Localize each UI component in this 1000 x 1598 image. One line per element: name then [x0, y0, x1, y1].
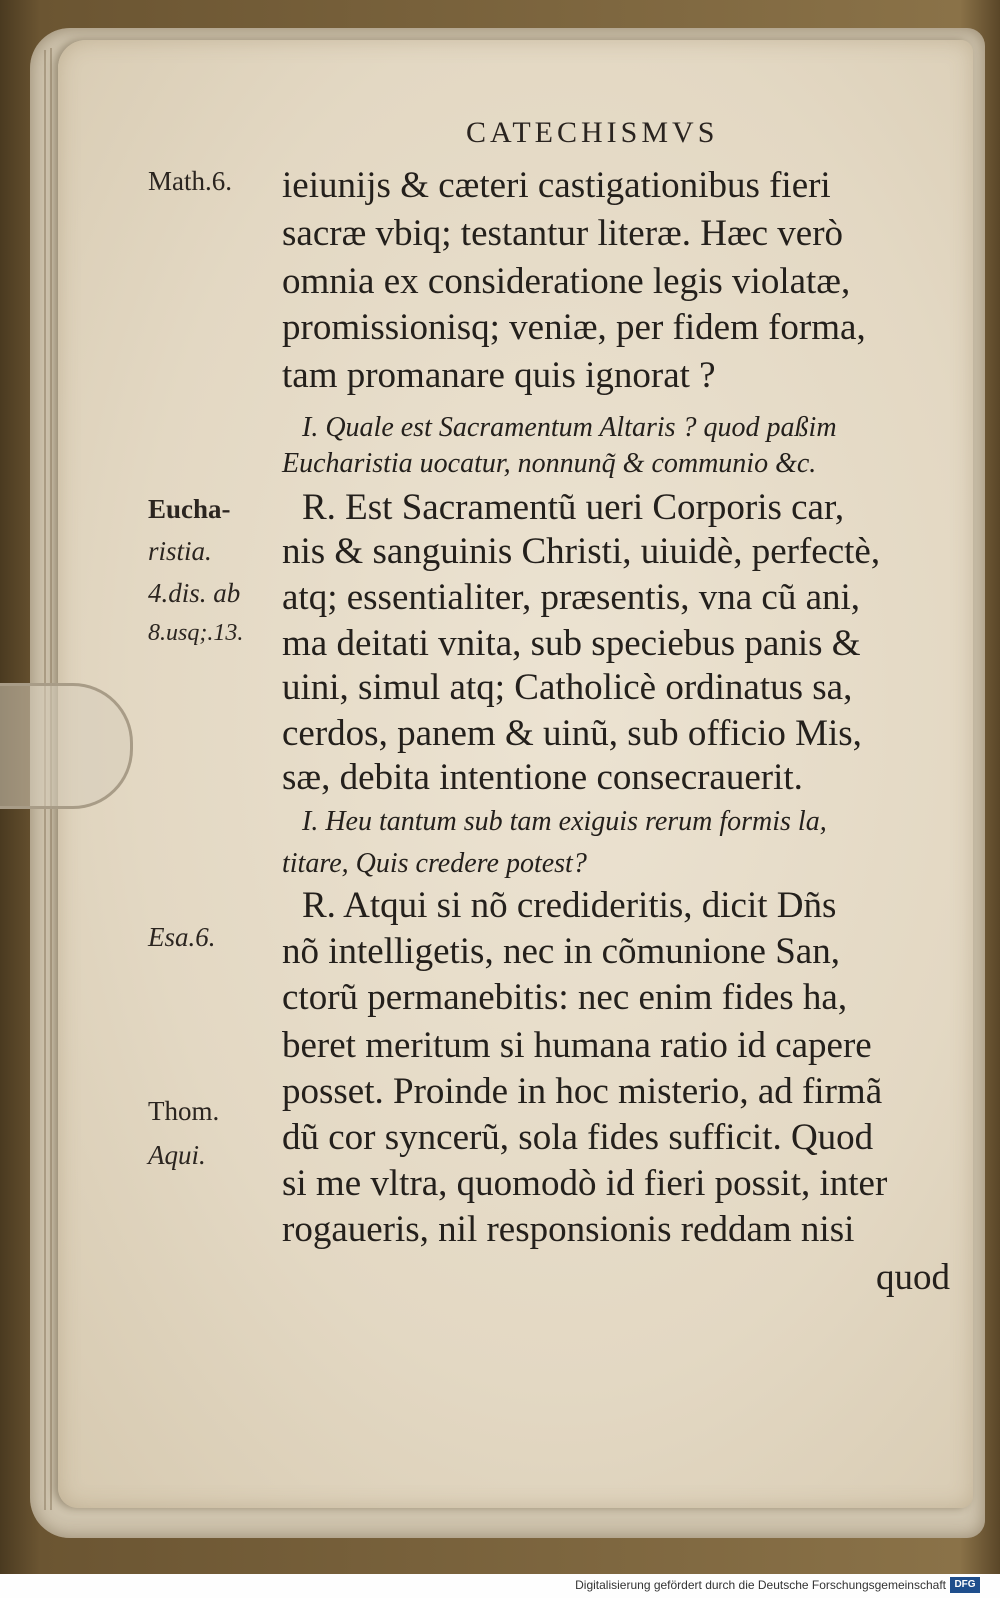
- dfg-logo: DFG: [950, 1577, 980, 1593]
- answer-line: rogaueris, nil responsionis reddam nisi: [282, 1209, 855, 1250]
- question-line: titare, Quis credere potest?: [282, 848, 587, 879]
- answer-line: ma deitati vnita, sub speciebus panis &: [282, 623, 861, 664]
- answer-line: R. Atqui si nõ credideritis, dicit Dñs: [302, 885, 837, 926]
- text-line: omnia ex consideratione legis violatæ,: [282, 261, 851, 302]
- question-line: I. Heu tantum sub tam exiguis rerum formis la,: [302, 806, 827, 837]
- answer-line: uini, simul atq; Catholicè ordinatus sa,: [282, 667, 853, 708]
- answer-line: nõ intelligetis, nec in cõmunione San,: [282, 931, 840, 972]
- answer-line: atq; essentialiter, præsentis, vna cũ ani,: [282, 577, 861, 618]
- margin-note: Eucha-: [148, 494, 231, 524]
- margin-note: 8.usq;.13.: [148, 620, 244, 646]
- answer-line: sæ, debita intentione consecrauerit.: [282, 757, 803, 798]
- text-line: sacræ vbiq; testantur literæ. Hæc verò: [282, 213, 844, 254]
- answer-line: beret meritum si humana ratio id capere: [282, 1025, 872, 1066]
- text-line: promissionisq; veniæ, per fidem forma,: [282, 307, 866, 348]
- margin-note: Thom.: [148, 1096, 220, 1126]
- answer-line: dũ cor syncerũ, sola fides sufficit. Quod: [282, 1117, 874, 1158]
- answer-line: ctorũ permanebitis: nec enim fides ha,: [282, 977, 848, 1018]
- answer-line: cerdos, panem & uinũ, sub officio Mis,: [282, 713, 862, 754]
- footer-credit: Digitalisierung gefördert durch die Deutsche Forschungsgemeinschaft: [575, 1578, 946, 1592]
- answer-line: R. Est Sacramentũ ueri Corporis car,: [302, 487, 845, 528]
- bookmark-clip: [0, 683, 133, 809]
- question-line: Eucharistia uocatur, nonnunq̃ & communio &c.: [282, 448, 817, 479]
- running-head: CATECHISMVS: [466, 116, 719, 149]
- answer-line: nis & sanguinis Christi, uiuidè, perfectè,: [282, 531, 881, 572]
- answer-line: si me vltra, quomodò id fieri possit, inter: [282, 1163, 888, 1204]
- margin-note: ristia.: [148, 536, 212, 566]
- text-line: ieiunijs & cæteri castigationibus fieri: [282, 165, 831, 206]
- margin-note: Aqui.: [148, 1140, 206, 1170]
- margin-note: 4.dis. ab: [148, 578, 241, 608]
- catchword: quod: [876, 1257, 950, 1298]
- text-line: tam promanare quis ignorat ?: [282, 355, 716, 396]
- question-line: I. Quale est Sacramentum Altaris ? quod paßim: [302, 412, 837, 443]
- answer-line: posset. Proinde in hoc misterio, ad firmã: [282, 1071, 883, 1112]
- margin-note: Esa.6.: [148, 922, 216, 952]
- margin-note: Math.6.: [148, 166, 232, 196]
